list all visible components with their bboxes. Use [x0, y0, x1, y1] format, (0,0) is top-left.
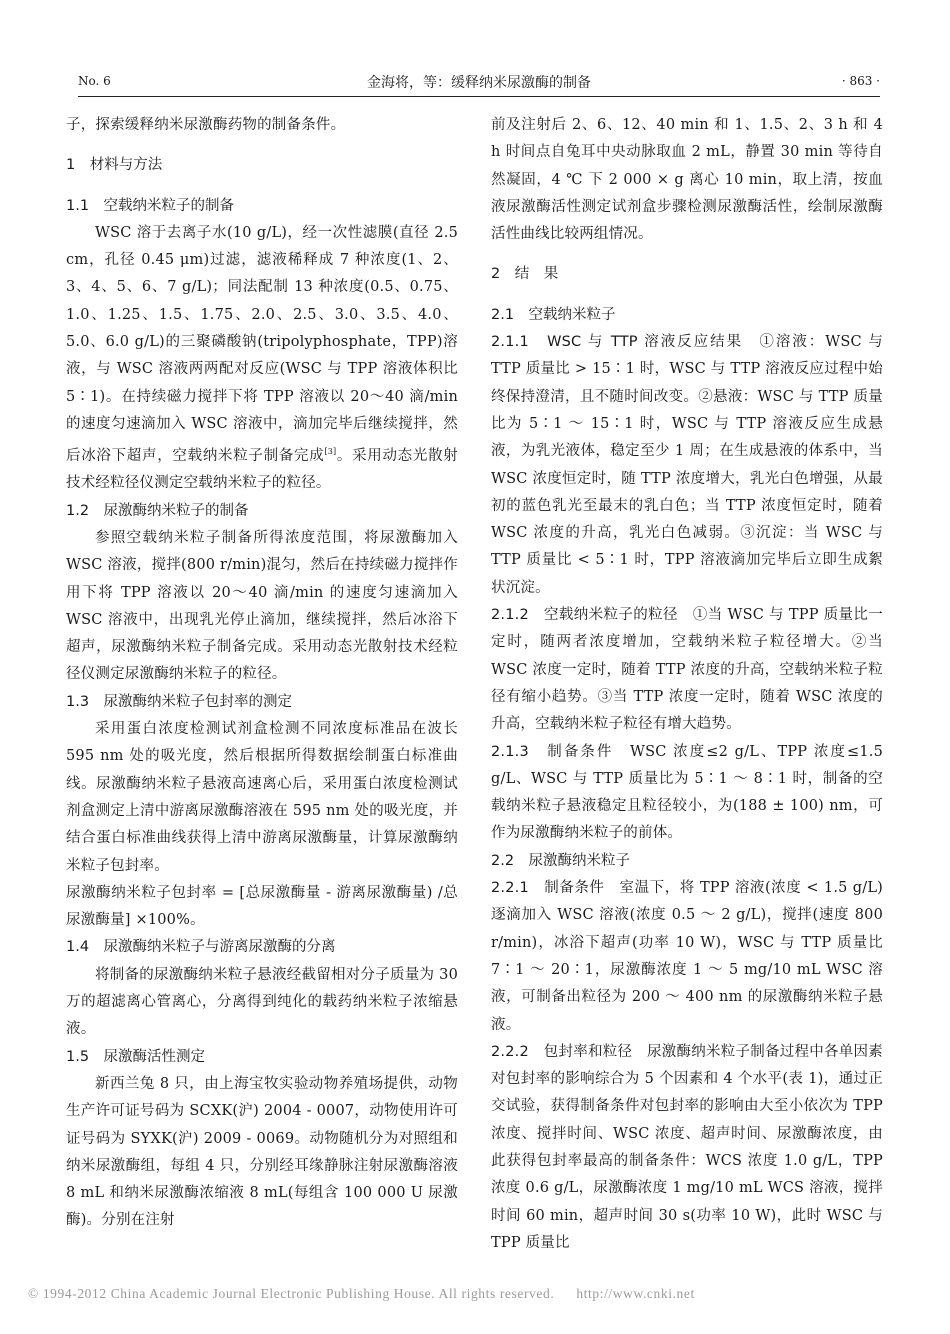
paragraph-1-5-continued: 前及注射后 2、6、12、40 min 和 1、1.5、2、3 h 和 4 h 时间点自兔耳中央动脉取血 2 mL，静置 30 min 等待自然凝固，4 ℃ 下 2 000 × g 离心 10 min，取上清，按血液尿激酶活性测定试剂盒步骤检测尿激酶活性，绘制尿激酶活性曲线比较两组情况。	[491, 117, 883, 243]
subsubsection-heading-2-1-1: 2.1.1 WSC 与 TTP 溶液反应结果	[491, 334, 743, 351]
subsubsection-heading-2-1-2: 2.1.2 空载纳米粒子的粒径	[491, 607, 678, 624]
paragraph-2-1-2	[491, 602, 883, 738]
subsection-heading-1-3: 1.3 尿激酶纳米粒子包封率的测定	[66, 693, 293, 710]
paragraph-1-4: 将制备的尿激酶纳米粒子悬液经截留相对分子质量为 30 万的超滤离心管离心，分离得到纯化的载药纳米粒子浓缩悬液。	[66, 966, 458, 1038]
paragraph-1-5: 新西兰兔 8 只，由上海宝牧实验动物养殖场提供，动物生产许可证号码为 SCXK(沪) 2004 - 0007，动物使用许可证号码为 SYXK(沪) 2009 - 0069。动物随机分为对照组和纳米尿激酶组，每组 4 只，分别经耳缘静脉注射尿激酶溶液 8 mL 和纳米尿激酶浓缩液 8 mL(每组含 100 000 U 尿激酶)。分别在注射	[66, 1075, 458, 1229]
citation-ref[interactable]: [3]	[324, 447, 337, 457]
paragraph-2-2-1	[491, 875, 883, 1039]
copyright-text: © 1994-2012 China Academic Journal Electronic Publishing House. All rights reserved.	[28, 1286, 555, 1301]
right-column	[491, 112, 883, 1257]
paragraph-1-1-text-b: 。采用动态光散射技术经粒径仪测定空载纳米粒子的粒径。	[66, 448, 458, 492]
subsubsection-heading-2-2-1: 2.2.1 制备条件	[491, 880, 605, 897]
subsection-heading-1-1: 1.1 空载纳米粒子的制备	[66, 197, 235, 214]
paragraph-2-1-1	[491, 329, 883, 602]
section-heading-methods: 1 材料与方法	[66, 157, 163, 174]
cnki-link[interactable]: http://www.cnki.net	[576, 1286, 695, 1301]
subsection-heading-2-2: 2.2 尿激酶纳米粒子	[491, 852, 631, 869]
paragraph-1-1	[66, 220, 458, 498]
running-title: 金海将，等：缓释纳米尿激酶的制备	[367, 75, 591, 91]
subsection-heading-1-5: 1.5 尿激酶活性测定	[66, 1048, 206, 1065]
subsubsection-heading-2-2-2: 2.2.2 包封率和粒径	[491, 1043, 633, 1060]
page-number: · 863 ·	[841, 74, 880, 88]
paragraph-2-1-3-text: WSC 浓度≤2 g/L、TPP 浓度≤1.5 g/L、WSC 与 TTP 质量比为 5∶1 ～ 8∶1 时，制备的空载纳米粒子悬液稳定且粒径较小，为(188 ± 100) nm，可作为尿激酶纳米粒子的前体。	[491, 743, 883, 842]
paragraph-2-2-1-text: 室温下，将 TPP 溶液(浓度 < 1.5 g/L)逐滴加入 WSC 溶液(浓度 0.5 ～ 2 g/L)，搅拌(速度 800 r/min)，冰浴下超声(功率 10 W)，WSC 与 TTP 质量比 7∶1 ～ 20∶1，尿激酶浓度 1 ～ 5 mg/10 mL WSC 溶液，可制备出粒径为 200 ～ 400 nm 的尿激酶纳米粒子悬液。	[491, 880, 884, 1033]
subsection-heading-1-4: 1.4 尿激酶纳米粒子与游离尿激酶的分离	[66, 939, 336, 956]
paragraph-2-1-2-text: ①当 WSC 与 TPP 质量比一定时，随两者浓度增加，空载纳米粒子粒径增大。②当 WSC 浓度一定时，随着 TTP 浓度的升高，空载纳米粒子粒径有缩小趋势。③当 TTP 浓度一定时，随着 WSC 浓度的升高，空载纳米粒子粒径有增大趋势。	[491, 607, 884, 733]
subsection-heading-2-1: 2.1 空载纳米粒子	[491, 306, 616, 323]
section-heading-results: 2 结 果	[491, 266, 559, 283]
paragraph-1-1-text-a: WSC 溶于去离子水(10 g/L)，经一次性滤膜(直径 2.5 cm，孔径 0.45 μm)过滤，滤液稀释成 7 种浓度(1、2、3、4、5、6、7 g/L)；同法配制 13 种浓度(0.5、0.75、1.0、1.25、1.5、1.75、2.0、2.5、3.0、3.5、4.0、5.0、6.0 g/L)的三聚磷酸钠(tripolyphosphate，TPP)溶液，与 WSC 溶液两两配对反应(WSC 与 TPP 溶液体积比 5∶1)。在持续磁力搅拌下将 TPP 溶液以 20～40 滴/min 的速度匀速滴加入 WSC 溶液中，滴加完毕后继续搅拌，然后冰浴下超声，空载纳米粒子制备完成	[66, 224, 458, 465]
paragraph-2-1-1-text: ①溶液：WSC 与 TTP 质量比 > 15∶1 时，WSC 与 TTP 溶液反应过程中始终保持澄清，且不随时间改变。②悬液：WSC 与 TTP 质量比为 5∶1 ～ 15∶1 时，WSC 与 TTP 溶液反应生成悬液，为乳光液体，稳定至少 1 周；在生成悬液的体系中，当 WSC 浓度恒定时，随 TTP 浓度增大，乳光白色增强，从最初的蓝色乳光至最末的乳白色；当 TTP 浓度恒定时，随着 WSC 浓度的升高，乳光白色减弱。③沉淀：当 WSC 与 TTP 质量比 < 5∶1 时，TPP 溶液滴加完毕后立即生成絮状沉淀。	[491, 334, 883, 596]
subsection-heading-1-2: 1.2 尿激酶纳米粒子的制备	[66, 502, 249, 519]
paragraph-2-2-2-text: 尿激酶纳米粒子制备过程中各单因素对包封率的影响综合为 5 个因素和 4 个水平(表 1)，通过正交试验，获得制备条件对包封率的影响由大至小依次为 TPP 浓度、搅拌时间、WSC 浓度、超声时间、尿激酶浓度，由此获得包封率最高的制备条件：WCS 浓度 1.0 g/L，TPP 浓度 0.6 g/L，尿激酶浓度 1 mg/10 mL WCS 溶液，搅拌时间 60 min，超声时间 30 s(功率 10 W)，此时 WSC 与 TPP 质量比	[491, 1043, 884, 1251]
running-header	[78, 72, 880, 97]
formula-encapsulation-rate: 尿激酶纳米粒子包封率 = [总尿激酶量 - 游离尿激酶量) /总尿激酶量] ×100%。	[66, 884, 458, 929]
copyright-footer	[28, 1286, 928, 1302]
intro-paragraph-end: 子，探索缓释纳米尿激酶药物的制备条件。	[66, 117, 346, 133]
paragraph-2-2-2	[491, 1039, 883, 1257]
issue-number: No. 6	[78, 74, 111, 88]
paragraph-1-3: 采用蛋白浓度检测试剂盒检测不同浓度标准品在波长 595 nm 处的吸光度，然后根据所得数据绘制蛋白标准曲线。尿激酶纳米粒子悬液高速离心后，采用蛋白浓度检测试剂盒测定上清中游离尿激酶溶液在 595 nm 处的吸光度，并结合蛋白标准曲线获得上清中游离尿激酶量，计算尿激酶纳米粒子包封率。	[66, 721, 458, 874]
paragraph-1-2: 参照空载纳米粒子制备所得浓度范围，将尿激酶加入 WSC 溶液，搅拌(800 r/min)混匀，然后在持续磁力搅拌作用下将 TPP 溶液以 20～40 滴/min 的速度匀速滴加入 WSC 溶液中，出现乳光停止滴加，继续搅拌，然后冰浴下超声，尿激酶纳米粒子制备完成。采用动态光散射技术经粒径仪测定尿激酶纳米粒子的粒径。	[66, 529, 458, 683]
left-column	[66, 112, 458, 1235]
subsubsection-heading-2-1-3: 2.1.3 制备条件	[491, 743, 614, 760]
paragraph-2-1-3	[491, 739, 883, 848]
